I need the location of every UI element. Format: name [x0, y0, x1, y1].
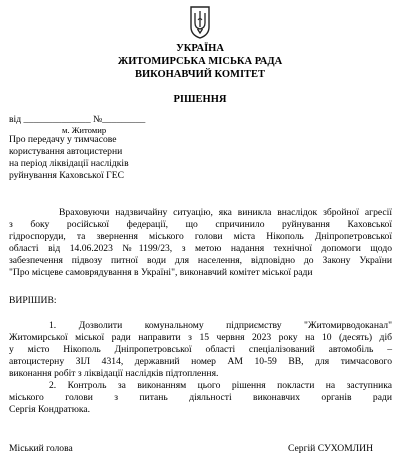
preamble-line: Враховуючи надзвичайну ситуацію, яка виникла внаслідок збройної агресії [59, 207, 392, 218]
preamble-line: забезпечення підвозу питної води для населення, відповідно до Закону України [9, 255, 392, 266]
item-line: міського голови з питань діяльності виконавчих органів ради [9, 392, 392, 403]
preamble-line: "Про місцеве самоврядування в Україні", виконавчий комітет міської ради [9, 267, 313, 278]
country-title: УКРАЇНА [176, 43, 224, 54]
item-line: Сергія Кондратюка. [9, 404, 91, 415]
decision-item-2 [9, 380, 392, 416]
signature-name: Сергій СУХОМЛИН [288, 443, 374, 454]
decision-item-1 [9, 320, 392, 380]
preamble-line: області від 14.06.2023 №1199/23, з метою надання технічної допомоги щодо [9, 243, 392, 254]
item-line: 1. Дозволити комунальному підприємству "Житомирводоканал" [49, 320, 392, 331]
council-title: ЖИТОМИРСЬКА МІСЬКА РАДА [117, 56, 283, 67]
item-line: автоцистерну ЗІЛ 4314, державний номер АМ 10-59 ВВ, для тимчасового [9, 356, 392, 367]
subject-line: на період ліквідації наслідків [9, 158, 129, 169]
preamble-line: з боку російської федерації, що спричинило руйнування Каховської [9, 219, 392, 230]
signature-position: Міський голова [9, 443, 73, 454]
item-line: 2. Контроль за виконанням цього рішення покласти на заступника [49, 380, 392, 391]
subject-line: Про передачу у тимчасове [9, 134, 117, 145]
item-line: Житомирської міської ради направити з 15 червня 2023 року на 10 (десять) діб [9, 332, 392, 343]
subject-line: користування автоцистерни [9, 146, 123, 157]
decided-heading: ВИРІШИВ: [9, 295, 57, 306]
item-line: виконання робіт з ліквідації наслідків підтоплення. [9, 368, 219, 379]
preamble-line: гідроспоруди, та звернення міського голови міста Нікополь Дніпропетровської [9, 231, 392, 242]
place: м. Житомир [62, 125, 107, 135]
subject-line: руйнування Каховської ГЕС [9, 170, 124, 181]
document-type: РІШЕННЯ [173, 94, 227, 105]
coat-of-arms-icon [188, 5, 212, 39]
item-line: у місто Нікополь Дніпропетровської області спеціалізований автомобіль – [9, 344, 392, 355]
committee-title: ВИКОНАВЧИЙ КОМІТЕТ [134, 69, 266, 80]
date-number-line: від ______________ №_________ [9, 114, 146, 125]
preamble [9, 207, 392, 279]
